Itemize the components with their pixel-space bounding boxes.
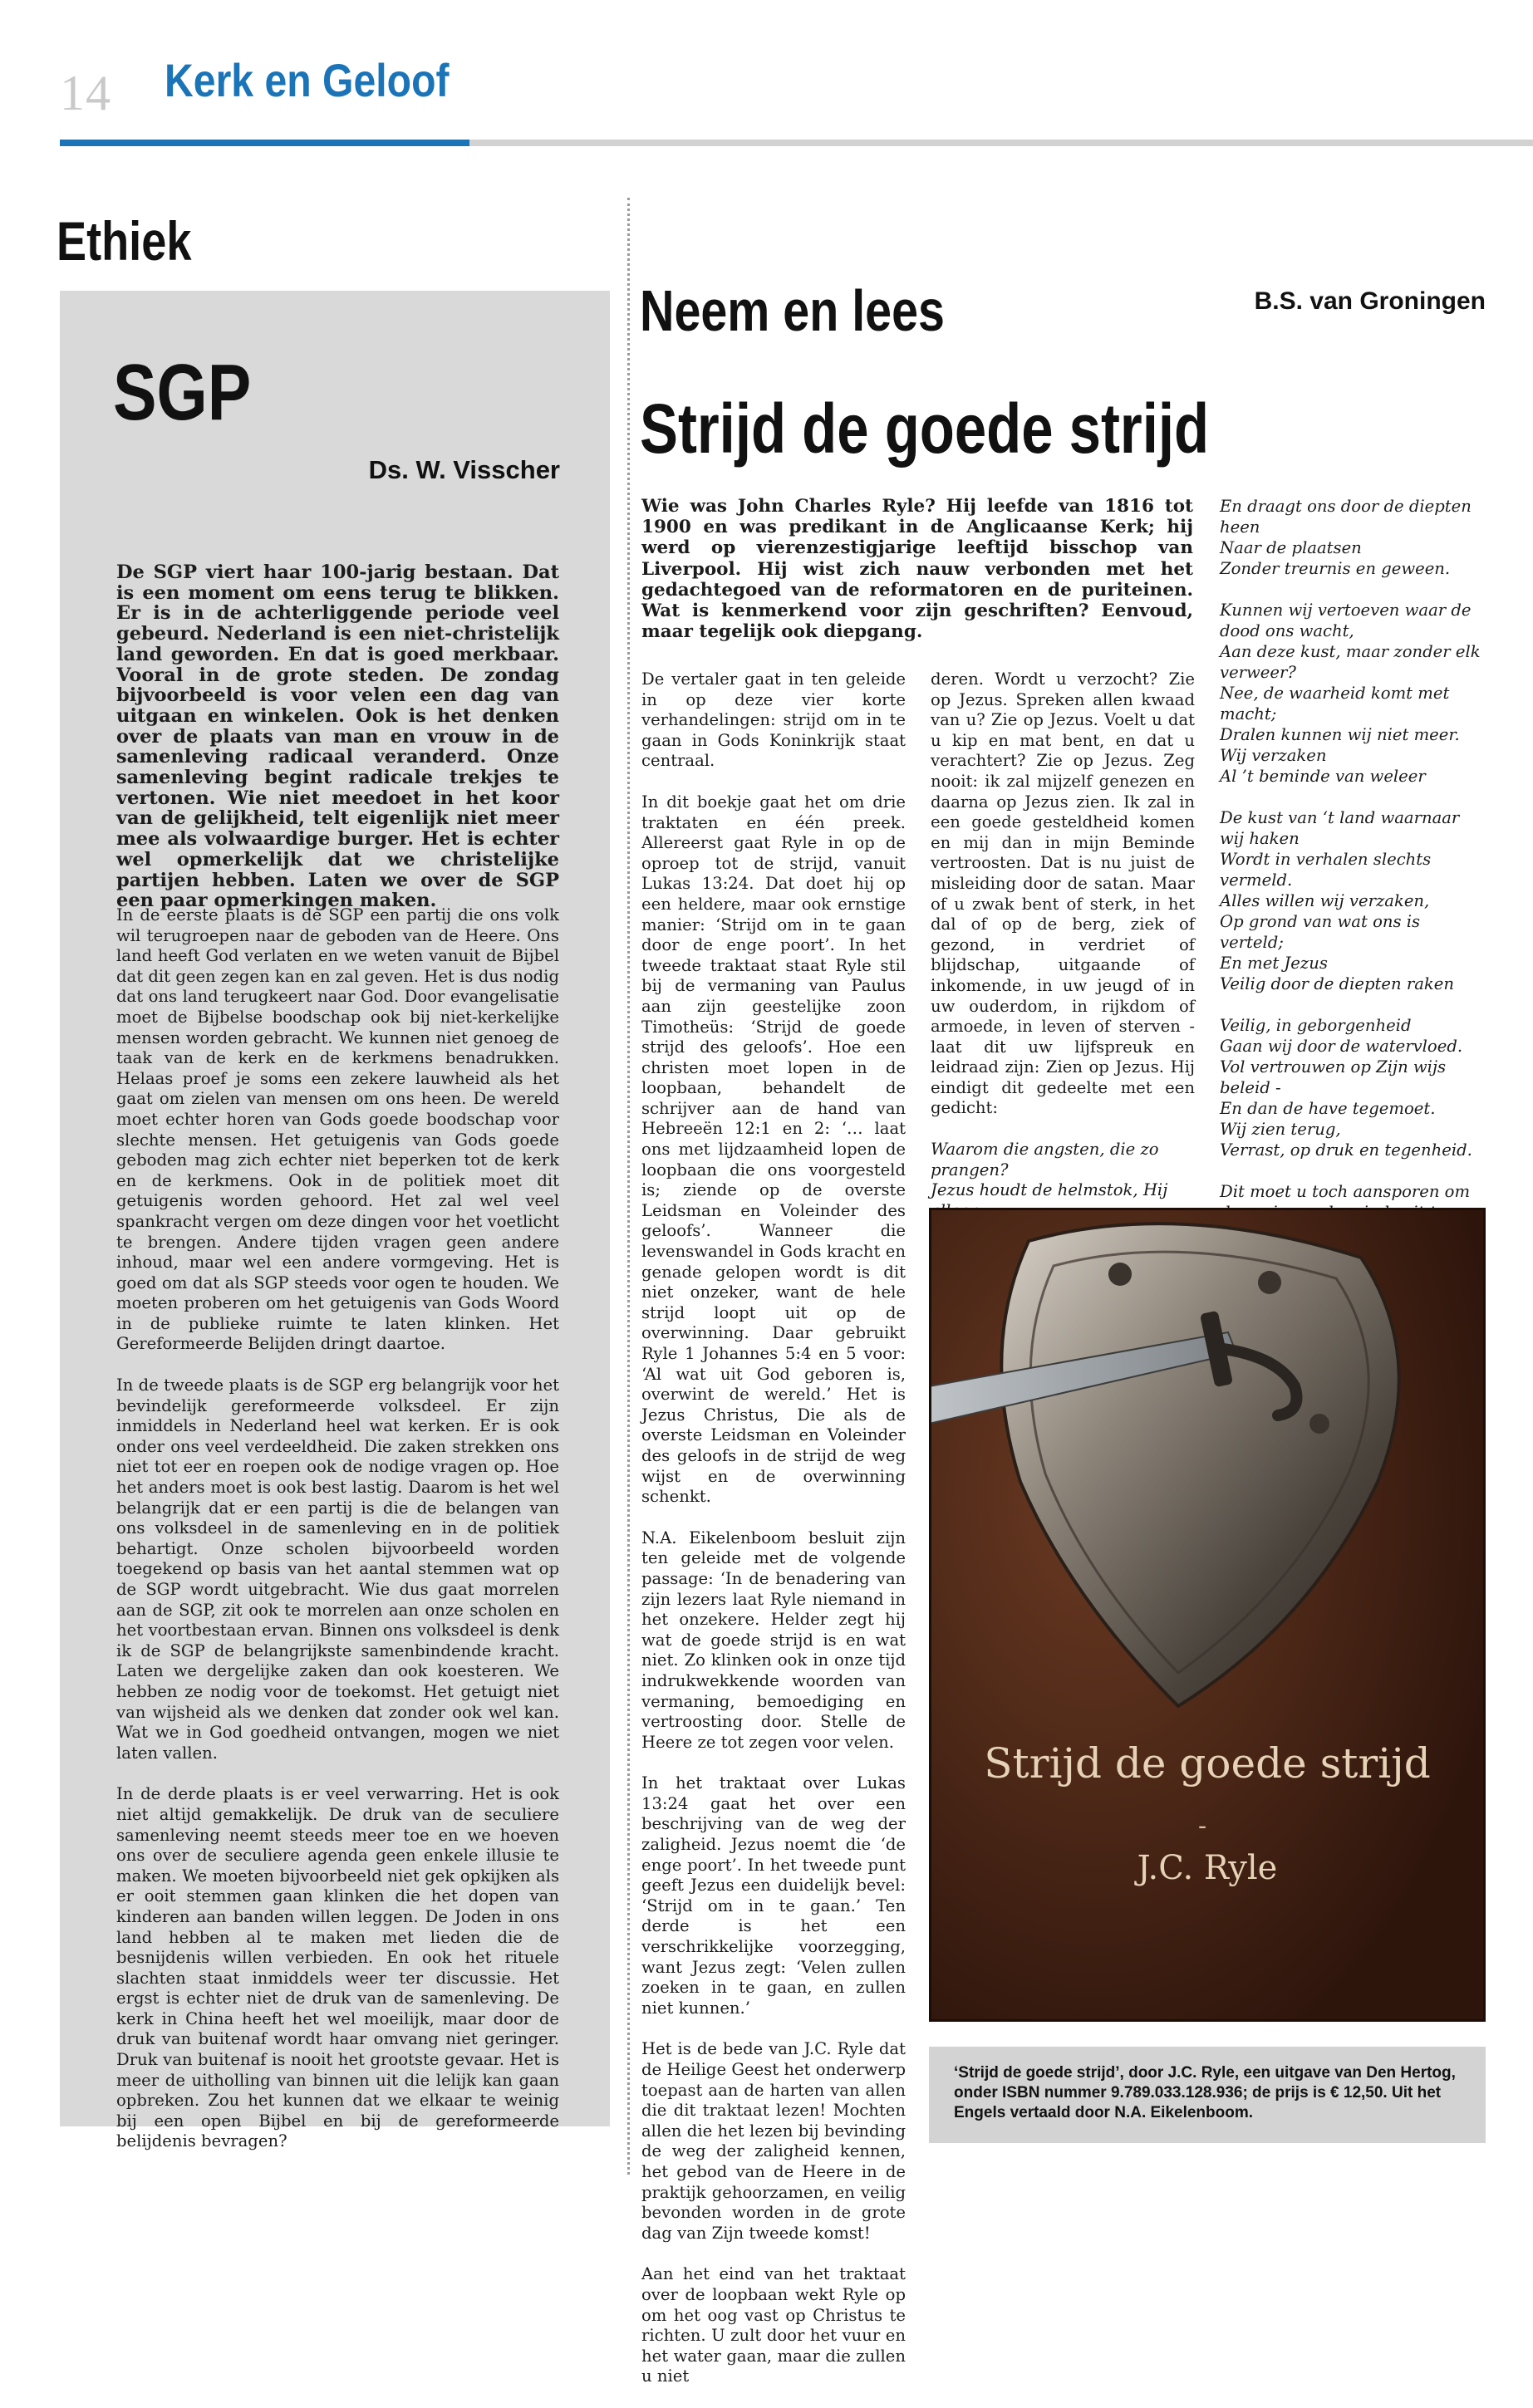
poem-stanza	[1220, 1015, 1486, 1160]
book-cover-title: Strijd de goede strijd	[984, 1739, 1431, 1788]
page-number: 14	[60, 66, 111, 120]
poem-line: Zonder treurnis en geween.	[1220, 559, 1451, 578]
book-caption: ‘Strijd de goede strijd’, door J.C. Ryle, een uitgave van Den Hertog, onder ISBN nummer 9.789.033.128.936; de prijs is € 12,50. Uit het Engels vertaald door N.A. Eikelenboom.	[954, 2064, 1456, 2121]
poem-line: Jezus houdt de helmstok, Hij	[931, 1180, 1168, 1200]
poem-line: Dit moet u toch aansporen om	[1220, 1182, 1471, 1201]
poem-line: Al ’t beminde van weleer	[1220, 767, 1426, 786]
book-cover-image	[929, 1208, 1486, 2022]
column-divider	[627, 198, 630, 2175]
right-article-title: Strijd de goede strijd	[640, 390, 1210, 468]
poem-line: Dralen kunnen wij niet meer.	[1220, 725, 1460, 744]
poem-line: Naar de plaatsen	[1220, 538, 1362, 557]
right-article-author: B.S. van Groningen	[1254, 287, 1486, 315]
body-paragraph: Het is de bede van J.C. Ryle dat de Heilige Geest het onderwerp toepast aan de harten van allen die dit traktaat lezen! Mochten allen die het lezen bij bevinding de weg der zaligheid kennen, het gebod van de Heere in de praktijk gehoorzamen, en veilig bevonden worden in de grote dag van Zijn tweede komst!	[641, 2039, 906, 2243]
body-paragraph: In de eerste plaats is de SGP een partij die ons volk wil terugroepen naar de geboden van de Heere. Ons land heeft God verlaten en we weten vanuit de Bijbel dat dit geen zegen kan en zal geven. Het is dus nodig dat ons land terugkeert naar God. Door evangelisatie moet de Bijbelse boodschap ook bij niet-kerkelijke mensen worden gebracht. We kunnen niet genoeg de taak van de kerk en de kerkmens benadrukken. Helaas proef je soms een zekere lauwheid als het gaat om zielen van mensen om ons heen. De wereld moet echter horen van Gods goede boodschap voor slechte mensen. Het getuigenis van Gods goede geboden mag zich echter niet beperken tot de kerk en de kerkmens. Ook in de politiek moet dit getuigenis worden gehoord. Het zal wel veel spankracht vergen om deze dingen voor het voetlicht te brengen. Andere tijden vragen geen andere inhoud, maar wel een andere vormgeving. Het is goed om dat als SGP steeds voor ogen te houden. We moeten proberen om het getuigenis van Gods Woord in de publieke ruimte te laten klinken. Het Gereformeerde Belijden dringt daartoe.	[116, 905, 559, 1354]
poem-line: Wij verzaken	[1220, 746, 1327, 765]
left-article-author: Ds. W. Visscher	[368, 455, 560, 484]
poem-line: Kunnen wij vertoeven waar de dood ons wacht,	[1220, 601, 1472, 640]
poem-line: Wij zien terug,	[1220, 1120, 1341, 1139]
column-label-neem-en-lees: Neem en lees	[640, 278, 945, 343]
poem-line: Gaan wij door de watervloed.	[1220, 1037, 1463, 1056]
column-label-ethiek: Ethiek	[57, 210, 192, 272]
poem-line: Nee, de waarheid komt met macht;	[1220, 684, 1450, 723]
left-article-title: SGP	[113, 348, 252, 437]
body-paragraph: In dit boekje gaat het om drie traktaten en één preek. Allereerst gaat Ryle in op de oproep tot de strijd, vanuit Lukas 13:24. Dat doet hij op een heldere, maar ook ernstige manier: ‘Strijd om in te gaan door de enge poort’. In het tweede traktaat staat Ryle stil bij de vermaning van Paulus aan zijn geestelijke zoon Timotheüs: ‘Strijd de goede strijd des geloofs’. Hoe een christen moet lopen in de loopbaan, behandelt de schrijver aan de hand van Hebreeën 12:1 en 2: ‘… laat ons met lijdzaamheid lopen de loopbaan die ons voorgesteld is; ziende op de overste Leidsman en Voleinder des geloofs’. Wanneer die levenswandel in Gods kracht en genade gelopen wordt is dit niet onzeker, want de hele strijd loopt uit op de overwinning. Daar gebruikt Ryle 1 Johannes 5:4 en 5 voor: ‘Al wat uit God geboren is, overwint de wereld.’ Het is Jezus Christus, Die als de overste Leidsman en Voleinder des geloofs in de strijd de weg wijst en de overwinning schenkt.	[641, 792, 906, 1507]
right-article-column-3	[1220, 496, 1486, 1327]
body-paragraph: In het traktaat over Lukas 13:24 gaat het over een beschrijving van de weg der zaligheid. Jezus noemt die ‘de enge poort’. In het tweede punt geeft Jezus een duidelijk bevel: ‘Strijd om in te gaan.’ Ten derde is het een verschrikkelijke voorzegging, want Jezus zegt: ‘Velen zullen zoeken in te gaan, en zullen niet kunnen.’	[641, 1773, 906, 2018]
body-paragraph: In de derde plaats is er veel verwarring. Het is ook niet altijd gemakkelijk. De druk van de seculiere samenleving neemt steeds meer toe en we hoeven ons over de seculiere agenda geen enkele illusie te maken. We moeten bijvoorbeeld niet gek opkijken als er ooit stemmen gaan klinken die het dopen van kinderen aan banden willen leggen. De Joden in ons land hebben al te maken met lieden die de besnijdenis willen verbieden. En ook het rituele slachten staat inmiddels weer ter discussie. Het ergst is echter niet de druk van de samenleving. De kerk in China heeft het wel moeilijk, maar door de druk van buitenaf wordt haar omvang niet geringer. Druk van buitenaf is nooit het grootste gevaar. Het is meer de uitholling van binnen uit die lelijk kan gaan opbreken. Zou het kunnen dat we elkaar te weinig bij een open Bijbel en bij de gereformeerde belijdenis bevragen?	[116, 1784, 559, 2151]
right-article-intro: Wie was John Charles Ryle? Hij leefde van 1816 tot 1900 en was predikant in de Anglicaanse Kerk; hij werd op vierenzestigjarige leeftijd bisschop van Liverpool. Hij wist zich nauw verbonden met het gedachtegoed van de reformatoren en de puriteinen. Wat is kenmerkend voor zijn geschriften? Eenvoud, maar tegelijk ook diepgang.	[641, 496, 1193, 643]
section-title: Kerk en Geloof	[165, 54, 450, 106]
body-paragraph: deren. Wordt u verzocht? Zie op Jezus. Spreken allen kwaad van u? Zie op Jezus. Voelt u dat u kip en mat bent, en dat u verachtert? Zie op Jezus. Zeg nooit: ik zal mijzelf genezen en daarna op Jezus zien. Ik zal in een goede gesteldheid komen en mij dan in mijn Beminde vertroosten. Dat is nu juist de misleiding door de satan. Maar of u zwak bent of sterk, in het dal of op de berg, ziek of gezond, in verdriet of blijdschap, uitgaande of inkomende, in uw jeugd of in uw ouderdom, in rijkdom of armoede, in leven of sterven - laat dit uw lijfspreuk en leidraad zijn: Zien op Jezus. Hij eindigt dit gedeelte met een gedicht:	[931, 669, 1195, 1118]
poem-line: En draagt ons door de diepten heen	[1220, 497, 1472, 537]
poem-line: Aan deze kust, maar zonder elk verweer?	[1220, 642, 1481, 682]
poem-line: Veilig door de diepten raken	[1220, 974, 1455, 993]
poem-line: Op grond van wat ons is verteld;	[1220, 912, 1421, 952]
poem-stanza	[1220, 807, 1486, 994]
book-cover-author: J.C. Ryle	[1137, 1849, 1278, 1887]
right-article-column-1	[641, 669, 906, 2408]
body-paragraph: In de tweede plaats is de SGP erg belangrijk voor het bevindelijk gereformeerde volksdeel. Er zijn inmiddels in Nederland heel wat kerken. Er is ook onder ons veel verdeeldheid. Die zaken strekken ons niet tot eer en roepen ook de nodige vragen op. Hoe het anders moet is ook best lastig. Daarom is het wel belangrijk dat er een partij is die de belangen van ons volksdeel in de samenleving en in de politiek behartigt. Onze scholen bijvoorbeeld worden toegekend op basis van het aantal stemmen wat op de SGP wordt uitgebracht. Wie dus gaat morrelen aan de SGP, zit ook te morrelen aan onze scholen en het voortbestaan ervan. Binnen ons volksdeel is denk ik de SGP de belangrijkste samenbindende kracht. Laten we dergelijke zaken dan ook koesteren. We hebben ze nodig voor de toekomst. Het getuigt niet van wijsheid als we denken dat zonder ook wel kan. Wat we in God goedheid ontvangen, mogen we niet laten vallen.	[116, 1376, 559, 1763]
right-article-column-2	[931, 669, 1195, 1283]
book-cover-separator: -	[1198, 1812, 1207, 1841]
left-article-lead: De SGP viert haar 100-jarig bestaan. Dat is een moment om eens terug te blikken. Er is in de achterliggende periode veel gebeurd. Nederland is een niet-christelijk land geworden. En dat is goed merkbaar. Vooral in de grote steden. De zondag bijvoorbeeld is voor velen een dag van uitgaan en winkelen. Ook is het denken over de plaats van man en vrouw in de samenleving radicaal veranderd. Onze samenleving begint radicale trekjes te vertonen. Wie niet meedoet in het koor van de gelijkheid, telt eigenlijk niet meer mee als volwaardige burger. Het is echter wel opmerkelijk dat we christelijke partijen hebben. Laten we over de SGP een paar opmerkingen maken.	[116, 562, 559, 912]
shield-sword-illustration	[929, 1208, 1486, 2022]
poem-line: En met Jezus	[1220, 954, 1328, 973]
body-paragraph: N.A. Eikelenboom besluit zijn ten geleide met de volgende passage: ‘In de benadering van zijn lezers laat Ryle niemand in het onzekere. Helder zegt hij wat de goede strijd is en wat niet. Zo klinken ook in onze tijd indrukwekkende woorden van vermaning, bemoediging en vertroosting door. Stelle de Heere ze tot zegen voor velen.	[641, 1528, 906, 1752]
left-article-body	[116, 905, 559, 2173]
poem-line: Verrast, op druk en tegenheid.	[1220, 1140, 1472, 1160]
poem-line: Wordt in verhalen slechts vermeld.	[1220, 850, 1432, 890]
poem-stanza	[1220, 496, 1486, 579]
poem-line: Alles willen wij verzaken,	[1220, 891, 1430, 910]
poem-line: Veilig, in geborgenheid	[1220, 1016, 1412, 1035]
poem-line: En dan de have tegemoet.	[1220, 1099, 1436, 1118]
poem-stanza	[1220, 600, 1486, 787]
body-paragraph: Aan het eind van het traktaat over de loopbaan wekt Ryle op om het oog vast op Christus te richten. U zult door het vuur en het water gaan, maar die zullen u niet	[641, 2264, 906, 2386]
body-paragraph: De vertaler gaat in ten geleide in op deze vier korte verhandelingen: strijd om in te gaan in Gods Koninkrijk staat centraal.	[641, 669, 906, 771]
poem-line: De kust van ‘t land waarnaar wij haken	[1220, 808, 1460, 848]
poem-line: Waarom die angsten, die zo prangen?	[931, 1140, 1159, 1179]
header-rule-accent	[60, 140, 469, 146]
poem-line: Vol vertrouwen op Zijn wijs beleid -	[1220, 1057, 1447, 1097]
